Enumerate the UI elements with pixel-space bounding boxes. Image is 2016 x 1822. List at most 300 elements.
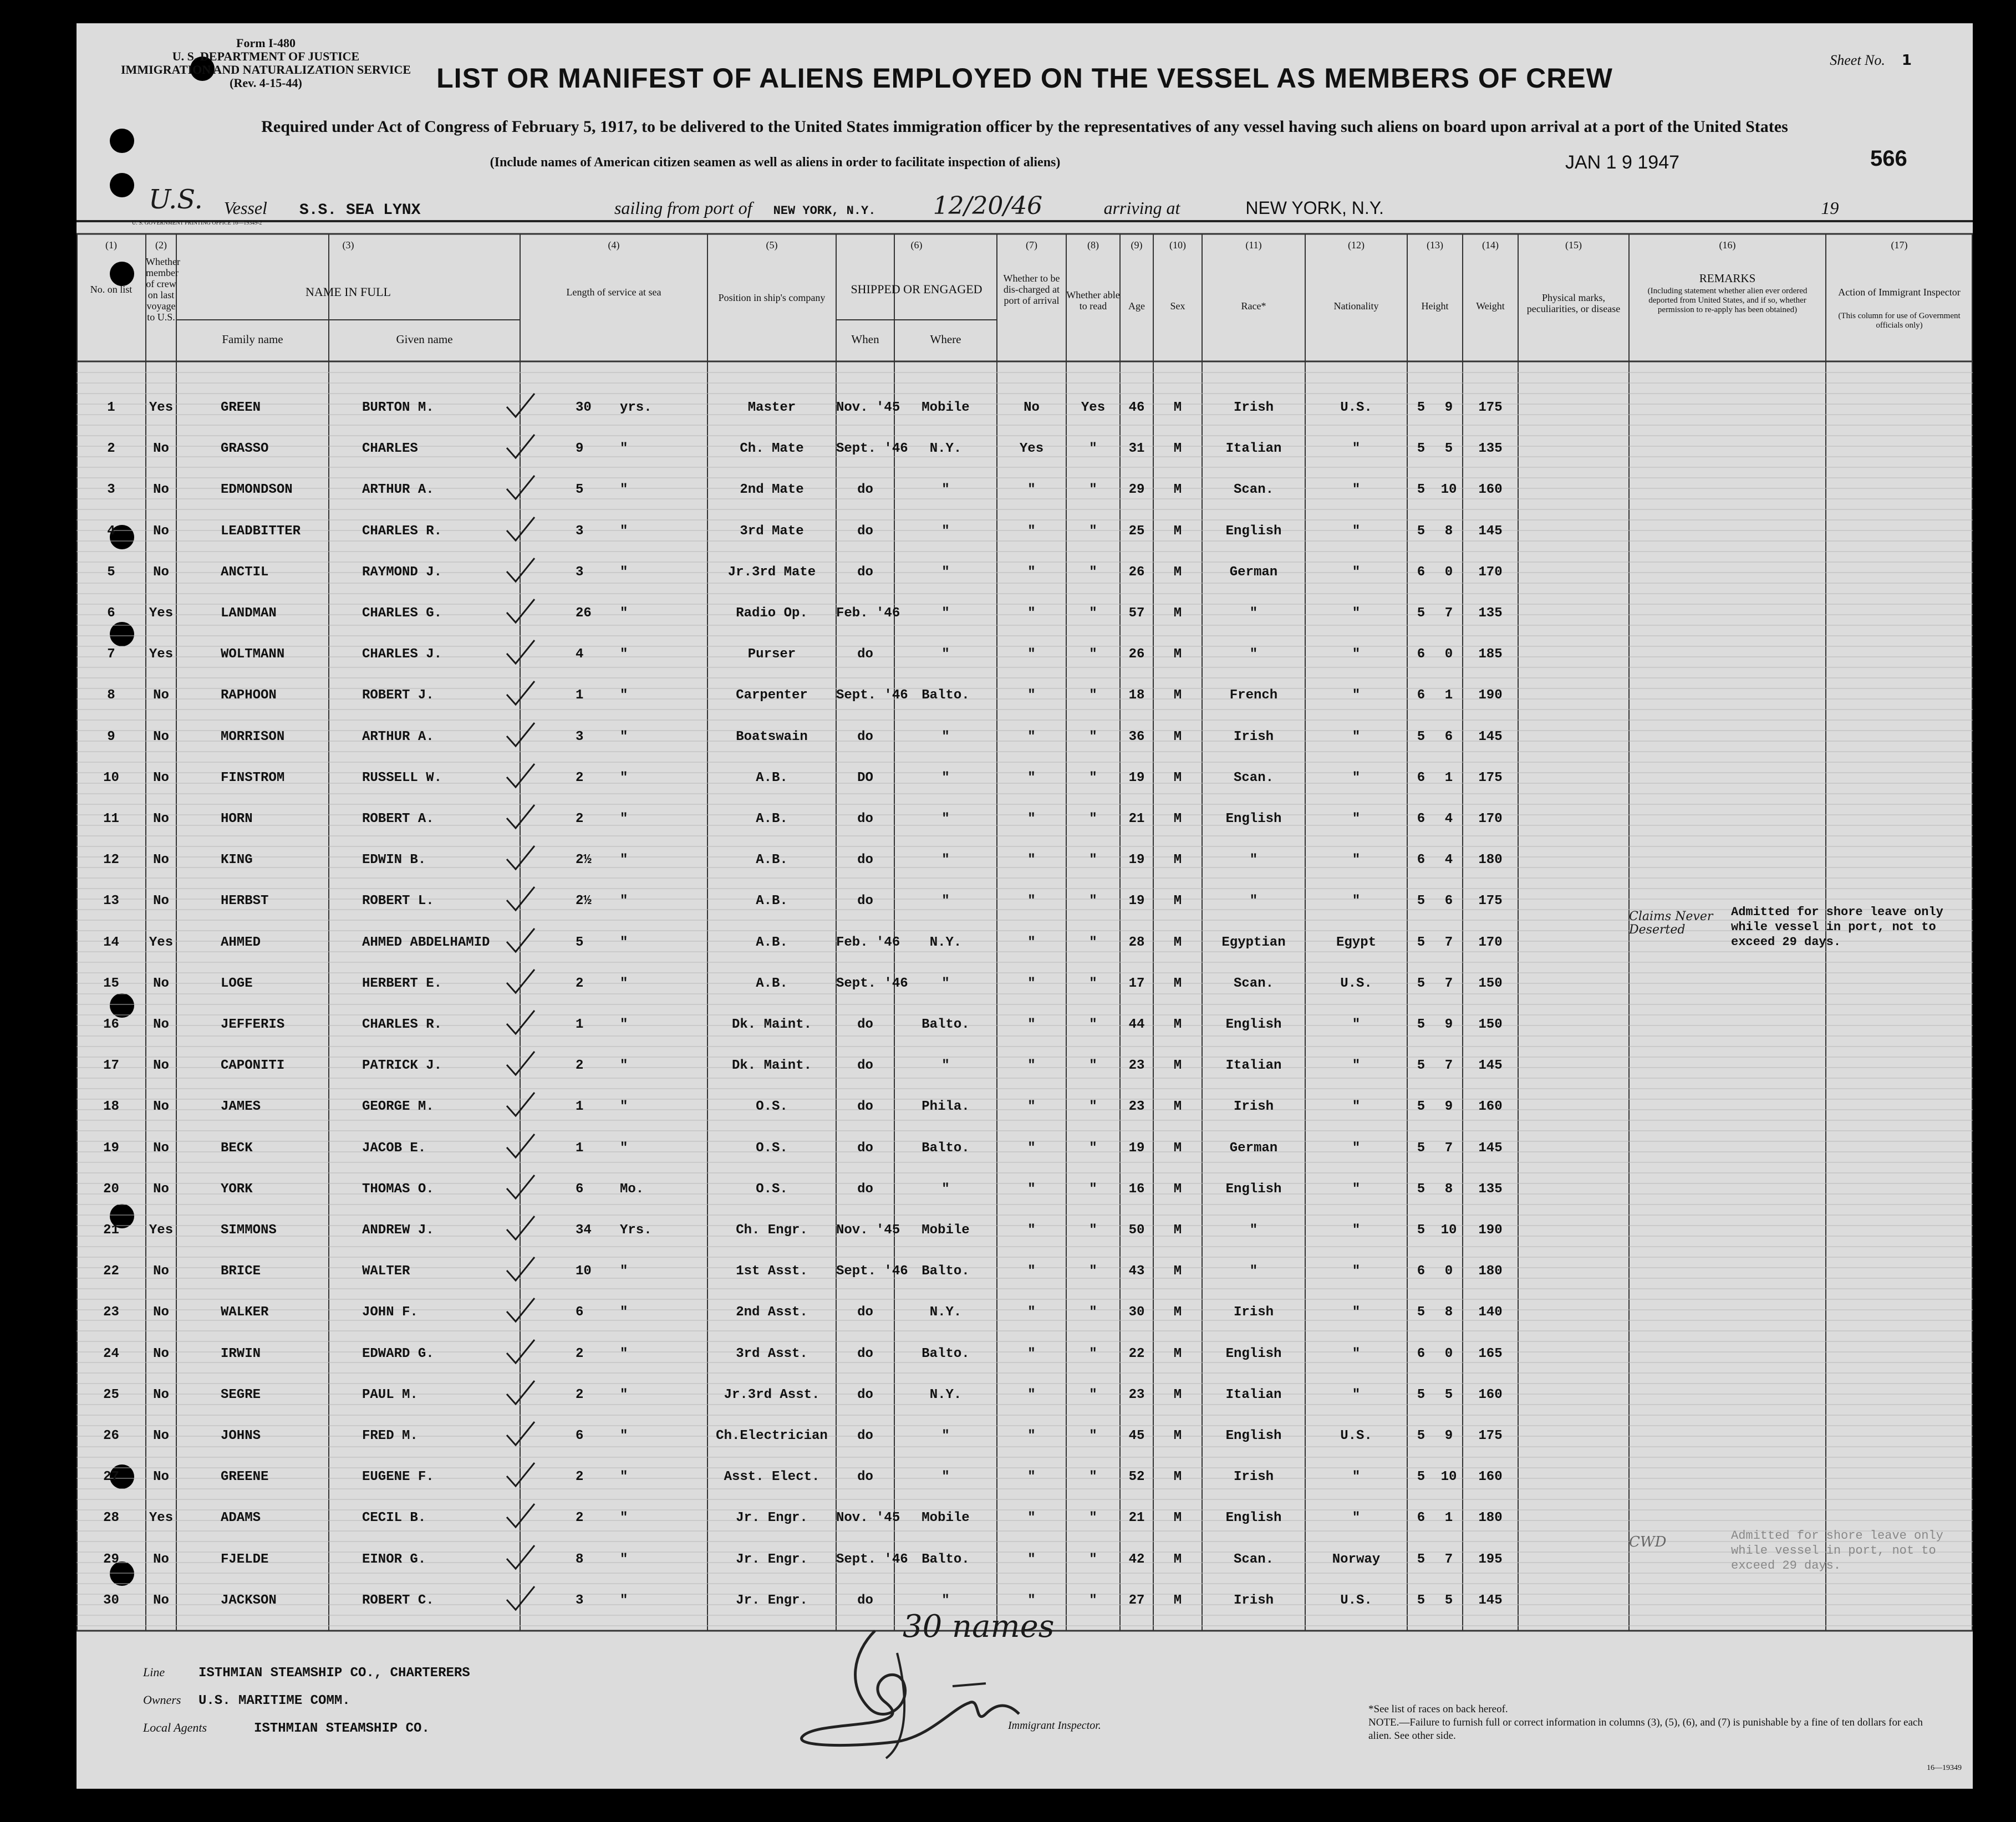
- cell-no: 30: [103, 1593, 119, 1608]
- header-action: Action of Immigrant Inspector: [1838, 287, 1961, 298]
- cell-nat: ": [1352, 1140, 1361, 1156]
- cell-sex: M: [1173, 1305, 1182, 1320]
- cell-age: 45: [1128, 1428, 1145, 1443]
- cell-last: No: [153, 1305, 169, 1320]
- cell-no: 16: [103, 1017, 119, 1032]
- cell-wt: 180: [1478, 1510, 1503, 1526]
- cell-last: Yes: [149, 935, 174, 950]
- cell-wt: 135: [1478, 1181, 1503, 1197]
- cell-nat: ": [1352, 1058, 1361, 1074]
- cell-last: No: [153, 1058, 169, 1074]
- cell-no: 25: [103, 1387, 119, 1402]
- owners-label: Owners: [143, 1693, 181, 1707]
- cell-when: do: [857, 1099, 873, 1115]
- cell-service: 9: [576, 441, 584, 457]
- cell-wt: 150: [1478, 976, 1503, 991]
- cell-disch: ": [1027, 812, 1036, 826]
- cell-in: 7: [1444, 935, 1453, 950]
- cell-nat: ": [1352, 647, 1361, 662]
- cell-unit: ": [620, 853, 628, 868]
- date-stamp: JAN 1 9 1947: [1565, 152, 1680, 173]
- cell-sex: M: [1173, 729, 1182, 744]
- cell-ft: 6: [1417, 688, 1426, 703]
- check-mark-icon: [503, 1132, 537, 1160]
- column-number: (5): [766, 239, 778, 251]
- form-number: Form I-480: [236, 36, 296, 50]
- check-mark-icon: [503, 1338, 537, 1365]
- cell-race: ": [1249, 647, 1258, 662]
- cell-last: Yes: [149, 1510, 174, 1526]
- cell-given: HERBERT E.: [362, 976, 442, 991]
- cell-in: 7: [1444, 606, 1453, 621]
- cell-in: 7: [1444, 1551, 1453, 1567]
- cell-age: 46: [1128, 400, 1145, 415]
- header-race: Race*: [1241, 300, 1266, 312]
- cell-disch: ": [1027, 1510, 1036, 1526]
- cell-family: JEFFERIS: [221, 1017, 285, 1032]
- cell-ft: 5: [1417, 1181, 1426, 1197]
- table-row: [77, 1553, 1973, 1570]
- cell-race: Irish: [1233, 729, 1274, 744]
- cell-ft: 5: [1417, 1593, 1426, 1608]
- cell-in: 5: [1444, 441, 1453, 457]
- cell-wt: 195: [1478, 1551, 1503, 1567]
- cell-where: ": [941, 770, 950, 785]
- header-sex: Sex: [1170, 300, 1185, 312]
- cell-disch: ": [1027, 1387, 1036, 1402]
- header-action-note: (This column for use of Government officials only): [1838, 312, 1961, 330]
- cell-when: DO: [857, 770, 873, 785]
- cell-service: 3: [576, 523, 584, 539]
- cell-wt: 170: [1478, 935, 1503, 950]
- cell-age: 44: [1128, 1017, 1145, 1032]
- cell-wt: 135: [1478, 606, 1503, 621]
- cell-race: Italian: [1225, 441, 1282, 457]
- cell-position: Ch.Electrician: [716, 1428, 828, 1443]
- cell-family: GRASSO: [221, 441, 269, 457]
- cell-age: 19: [1128, 1140, 1145, 1156]
- cell-disch: ": [1027, 1181, 1036, 1197]
- cell-when: do: [857, 729, 873, 744]
- cell-no: 5: [107, 564, 115, 580]
- cell-no: 24: [103, 1346, 119, 1361]
- cell-ft: 6: [1417, 812, 1426, 826]
- cell-race: ": [1249, 1223, 1258, 1238]
- cell-disch: ": [1027, 729, 1036, 744]
- cell-ft: 5: [1417, 935, 1426, 950]
- table-row: [77, 1306, 1973, 1323]
- service: IMMIGRATION AND NATURALIZATION SERVICE: [121, 63, 411, 76]
- cell-wt: 145: [1478, 1593, 1503, 1608]
- check-mark-icon: [503, 1255, 537, 1283]
- cell-family: RAPHOON: [221, 688, 277, 703]
- cell-wt: 190: [1478, 688, 1503, 703]
- cell-race: Italian: [1225, 1058, 1282, 1074]
- cell-position: 2nd Mate: [740, 482, 804, 498]
- cell-disch: ": [1027, 1593, 1036, 1608]
- cell-where: Balto.: [922, 1017, 970, 1032]
- sheet-value: 1: [1901, 52, 1912, 69]
- cell-nat: ": [1352, 523, 1361, 539]
- cell-wt: 180: [1478, 853, 1503, 868]
- cell-ft: 5: [1417, 1387, 1426, 1402]
- cell-last: No: [153, 1017, 169, 1032]
- table-row: [77, 854, 1973, 870]
- cell-when: do: [857, 1305, 873, 1320]
- remark-line: exceed 29 days.: [1731, 935, 1841, 949]
- cell-nat: ": [1352, 606, 1361, 621]
- cell-unit: ": [620, 1387, 628, 1402]
- cell-age: 19: [1128, 770, 1145, 785]
- cell-disch: ": [1027, 770, 1036, 785]
- cell-family: IRWIN: [221, 1346, 261, 1361]
- cell-in: 1: [1444, 770, 1453, 785]
- cell-where: ": [941, 523, 950, 539]
- cell-unit: ": [620, 1140, 628, 1156]
- cell-wt: 190: [1478, 1223, 1503, 1238]
- cell-no: 1: [107, 400, 115, 415]
- cell-nat: U.S.: [1340, 400, 1372, 415]
- cell-ft: 5: [1417, 606, 1426, 621]
- check-mark-icon: [503, 432, 537, 460]
- cell-service: 2½: [576, 894, 592, 909]
- cell-race: Scan.: [1233, 1551, 1274, 1567]
- cell-disch: ": [1027, 853, 1036, 868]
- cell-sex: M: [1173, 812, 1182, 826]
- cell-where: ": [941, 1469, 950, 1485]
- cell-when: do: [857, 1017, 873, 1032]
- cell-family: LOGE: [221, 976, 253, 991]
- cell-no: 13: [103, 894, 119, 909]
- table-row: [77, 1389, 1973, 1405]
- table-row: [77, 936, 1973, 953]
- cell-read: ": [1089, 441, 1097, 457]
- cell-given: PAUL M.: [362, 1387, 418, 1402]
- line-field: [143, 1665, 470, 1681]
- cell-ft: 5: [1417, 1058, 1426, 1074]
- cell-service: 8: [576, 1551, 584, 1567]
- cell-service: 5: [576, 935, 584, 950]
- cell-age: 26: [1128, 647, 1145, 662]
- cell-when: do: [857, 1428, 873, 1443]
- table-row: [77, 648, 1973, 665]
- remark-row-14: [1731, 905, 1943, 950]
- cell-family: JAMES: [221, 1099, 261, 1115]
- cell-unit: ": [620, 1510, 628, 1526]
- cell-sex: M: [1173, 894, 1182, 909]
- cell-age: 19: [1128, 894, 1145, 909]
- sailing-date: 12/20/46: [933, 192, 1043, 220]
- cell-sex: M: [1173, 1510, 1182, 1526]
- cell-no: 11: [103, 812, 119, 826]
- cell-nat: ": [1352, 1017, 1361, 1032]
- cell-last: No: [153, 894, 169, 909]
- cell-nat: ": [1352, 1099, 1361, 1115]
- cell-wt: 175: [1478, 770, 1503, 785]
- cell-sex: M: [1173, 482, 1182, 498]
- cell-where: ": [941, 647, 950, 662]
- cell-unit: ": [620, 770, 628, 785]
- cell-read: ": [1089, 770, 1097, 785]
- cell-given: EUGENE F.: [362, 1469, 434, 1485]
- header-length-service: Length of service at sea: [566, 287, 661, 298]
- cell-race: English: [1225, 1510, 1282, 1526]
- cell-unit: ": [620, 935, 628, 950]
- cell-service: 2: [576, 976, 584, 991]
- cell-sex: M: [1173, 1428, 1182, 1443]
- cell-read: ": [1089, 564, 1097, 580]
- table-row: [77, 401, 1973, 418]
- cell-sex: M: [1173, 1593, 1182, 1608]
- cell-age: 27: [1128, 1593, 1145, 1608]
- cell-service: 1: [576, 1017, 584, 1032]
- cell-no: 4: [107, 523, 115, 539]
- cell-disch: ": [1027, 935, 1036, 950]
- cell-position: A.B.: [756, 894, 788, 909]
- header-last-voyage: Whether member of crew on last voyage to U.S.: [146, 256, 180, 323]
- cell-disch: ": [1027, 482, 1036, 498]
- cell-last: No: [153, 441, 169, 457]
- inspector-label: Immigrant Inspector.: [1008, 1719, 1101, 1732]
- cell-sex: M: [1173, 935, 1182, 950]
- cell-race: Irish: [1233, 1469, 1274, 1485]
- cell-read: ": [1089, 1017, 1097, 1032]
- cell-in: 0: [1444, 647, 1453, 662]
- cell-age: 57: [1128, 606, 1145, 621]
- cell-family: ANCTIL: [221, 564, 269, 580]
- cell-where: ": [941, 606, 950, 621]
- cell-in: 6: [1444, 729, 1453, 744]
- table-row: [77, 483, 1973, 500]
- cell-no: 9: [107, 729, 115, 744]
- cell-when: Feb. '46: [836, 606, 900, 621]
- cell-unit: ": [620, 688, 628, 703]
- cell-disch: ": [1027, 1017, 1036, 1032]
- cell-nat: ": [1352, 482, 1361, 498]
- cell-age: 26: [1128, 564, 1145, 580]
- cell-when: do: [857, 564, 873, 580]
- cell-ft: 6: [1417, 853, 1426, 868]
- cell-ft: 6: [1417, 1264, 1426, 1279]
- cell-unit: ": [620, 606, 628, 621]
- cell-service: 2½: [576, 853, 592, 868]
- cell-when: do: [857, 1140, 873, 1156]
- cell-no: 20: [103, 1181, 119, 1197]
- cell-unit: ": [620, 1551, 628, 1567]
- cell-race: Irish: [1233, 1099, 1274, 1115]
- cell-unit: ": [620, 1469, 628, 1485]
- cell-disch: ": [1027, 688, 1036, 703]
- subtitle: Required under Act of Congress of February 5, 1917, to be delivered to the United States immigration officer by the representatives of any vessel having such aliens on board upon arrival at a port of the United States: [261, 118, 1788, 136]
- cell-nat: ": [1352, 894, 1361, 909]
- cell-sex: M: [1173, 400, 1182, 415]
- header-name-in-full: NAME IN FULL: [306, 285, 391, 299]
- cell-wt: 145: [1478, 729, 1503, 744]
- cell-where: ": [941, 482, 950, 498]
- cell-family: YORK: [221, 1181, 253, 1197]
- cell-service: 2: [576, 1058, 584, 1074]
- cell-no: 10: [103, 770, 119, 785]
- table-row: [77, 1430, 1973, 1446]
- header-shipped-engaged: SHIPPED OR ENGAGED: [851, 282, 982, 296]
- cell-read: ": [1089, 1551, 1097, 1567]
- cell-nat: ": [1352, 1469, 1361, 1485]
- department: U. S. DEPARTMENT OF JUSTICE: [172, 49, 360, 63]
- cell-last: No: [153, 1181, 169, 1197]
- column-number: (6): [910, 239, 923, 251]
- cell-position: A.B.: [756, 935, 788, 950]
- cell-no: 12: [103, 853, 119, 868]
- cell-family: HERBST: [221, 894, 269, 909]
- cell-wt: 175: [1478, 1428, 1503, 1443]
- sailing-label: sailing from port of: [614, 198, 752, 218]
- cell-service: 6: [576, 1181, 584, 1197]
- cell-nat: Norway: [1332, 1551, 1381, 1567]
- table-row: [77, 1224, 1973, 1241]
- cell-age: 31: [1128, 441, 1145, 457]
- cell-unit: ": [620, 1593, 628, 1608]
- cell-nat: ": [1352, 729, 1361, 744]
- cell-race: English: [1225, 1181, 1282, 1197]
- cell-when: do: [857, 1346, 873, 1361]
- cell-sex: M: [1173, 523, 1182, 539]
- cell-where: N.Y.: [929, 1387, 962, 1402]
- remark-line: Admitted for shore leave only: [1731, 1529, 1943, 1543]
- cell-disch: ": [1027, 894, 1036, 909]
- cell-in: 1: [1444, 688, 1453, 703]
- header-remarks: REMARKS: [1699, 272, 1756, 285]
- header-position: Position in ship's company: [718, 292, 826, 303]
- vessel-label: Vessel: [223, 198, 267, 218]
- cell-given: CECIL B.: [362, 1510, 426, 1526]
- cell-position: Asst. Elect.: [724, 1469, 820, 1485]
- cell-nat: ": [1352, 1387, 1361, 1402]
- column-number: (15): [1565, 239, 1582, 251]
- cell-sex: M: [1173, 1551, 1182, 1567]
- cell-disch: ": [1027, 1305, 1036, 1320]
- header-weight: Weight: [1476, 300, 1505, 312]
- cell-service: 4: [576, 647, 584, 662]
- cell-service: 3: [576, 564, 584, 580]
- remark-row-29: [1731, 1528, 1943, 1573]
- cell-ft: 5: [1417, 894, 1426, 909]
- check-mark-icon: [503, 556, 537, 584]
- cell-in: 0: [1444, 1264, 1453, 1279]
- check-mark-icon: [503, 391, 537, 419]
- cell-race: Egyptian: [1221, 935, 1286, 950]
- cell-no: 28: [103, 1510, 119, 1526]
- cell-race: Irish: [1233, 1593, 1274, 1608]
- check-mark-icon: [503, 1379, 537, 1406]
- cell-given: ANDREW J.: [362, 1223, 434, 1238]
- cell-last: No: [153, 853, 169, 868]
- cell-no: 7: [107, 647, 115, 662]
- cell-when: Nov. '45: [836, 400, 900, 415]
- cell-last: No: [153, 564, 169, 580]
- table-row: [77, 607, 1973, 624]
- cell-given: THOMAS O.: [362, 1181, 434, 1197]
- cell-wt: 140: [1478, 1305, 1503, 1320]
- cell-age: 16: [1128, 1181, 1145, 1197]
- cell-in: 9: [1444, 1428, 1453, 1443]
- cell-service: 10: [576, 1264, 592, 1279]
- manifest-sheet: [77, 23, 1973, 1789]
- check-mark-icon: [503, 1173, 537, 1201]
- cell-read: ": [1089, 647, 1097, 662]
- footnote-races: *See list of races on back hereof.: [1368, 1703, 1508, 1715]
- cell-given: JACOB E.: [362, 1140, 426, 1156]
- check-mark-icon: [503, 885, 537, 912]
- cell-ft: 5: [1417, 1469, 1426, 1485]
- cell-sex: M: [1173, 564, 1182, 580]
- remark-line: exceed 29 days.: [1731, 1559, 1841, 1573]
- cell-when: do: [857, 1469, 873, 1485]
- cell-age: 28: [1128, 935, 1145, 950]
- column-number: (10): [1169, 239, 1186, 251]
- cell-where: ": [941, 729, 950, 744]
- cell-disch: ": [1027, 1346, 1036, 1361]
- cell-read: ": [1089, 1346, 1097, 1361]
- cell-family: FINSTROM: [221, 770, 285, 785]
- cell-disch: No: [1024, 400, 1040, 415]
- cell-ft: 5: [1417, 1223, 1426, 1238]
- check-mark-icon: [503, 1090, 537, 1118]
- cell-no: 18: [103, 1099, 119, 1115]
- cell-family: KING: [221, 853, 253, 868]
- cell-sex: M: [1173, 688, 1182, 703]
- remark-line: while vessel in port, not to: [1731, 920, 1936, 934]
- cell-wt: 170: [1478, 812, 1503, 826]
- revision: (Rev. 4-15-44): [230, 76, 302, 90]
- check-mark-icon: [503, 721, 537, 748]
- cell-given: BURTON M.: [362, 400, 434, 415]
- cell-race: ": [1249, 1264, 1258, 1279]
- cell-read: ": [1089, 606, 1097, 621]
- line-label: Line: [143, 1665, 165, 1679]
- cell-service: 2: [576, 770, 584, 785]
- cell-where: ": [941, 564, 950, 580]
- cell-disch: ": [1027, 1428, 1036, 1443]
- cell-no: 8: [107, 688, 115, 703]
- cell-last: No: [153, 976, 169, 991]
- cell-unit: ": [620, 1099, 628, 1115]
- cell-race: ": [1249, 853, 1258, 868]
- cell-age: 19: [1128, 853, 1145, 868]
- cell-last: No: [153, 1387, 169, 1402]
- cell-sex: M: [1173, 1181, 1182, 1197]
- cell-in: 9: [1444, 1017, 1453, 1032]
- cell-where: Mobile: [922, 400, 970, 415]
- cell-wt: 175: [1478, 400, 1503, 415]
- cell-given: EDWIN B.: [362, 853, 426, 868]
- cell-when: do: [857, 523, 873, 539]
- cell-given: EINOR G.: [362, 1551, 426, 1567]
- cell-wt: 165: [1478, 1346, 1503, 1361]
- cell-where: ": [941, 1181, 950, 1197]
- cell-where: ": [941, 853, 950, 868]
- cell-service: 34: [576, 1223, 592, 1238]
- cell-wt: 170: [1478, 564, 1503, 580]
- cell-family: FJELDE: [221, 1551, 269, 1567]
- column-number: (11): [1245, 239, 1262, 251]
- agents-label: Local Agents: [143, 1721, 207, 1734]
- cell-where: Balto.: [922, 1551, 970, 1567]
- cell-last: Yes: [149, 647, 174, 662]
- cell-where: Balto.: [922, 1140, 970, 1156]
- cell-given: ROBERT C.: [362, 1593, 434, 1608]
- cell-no: 19: [103, 1140, 119, 1156]
- cell-family: LANDMAN: [221, 606, 277, 621]
